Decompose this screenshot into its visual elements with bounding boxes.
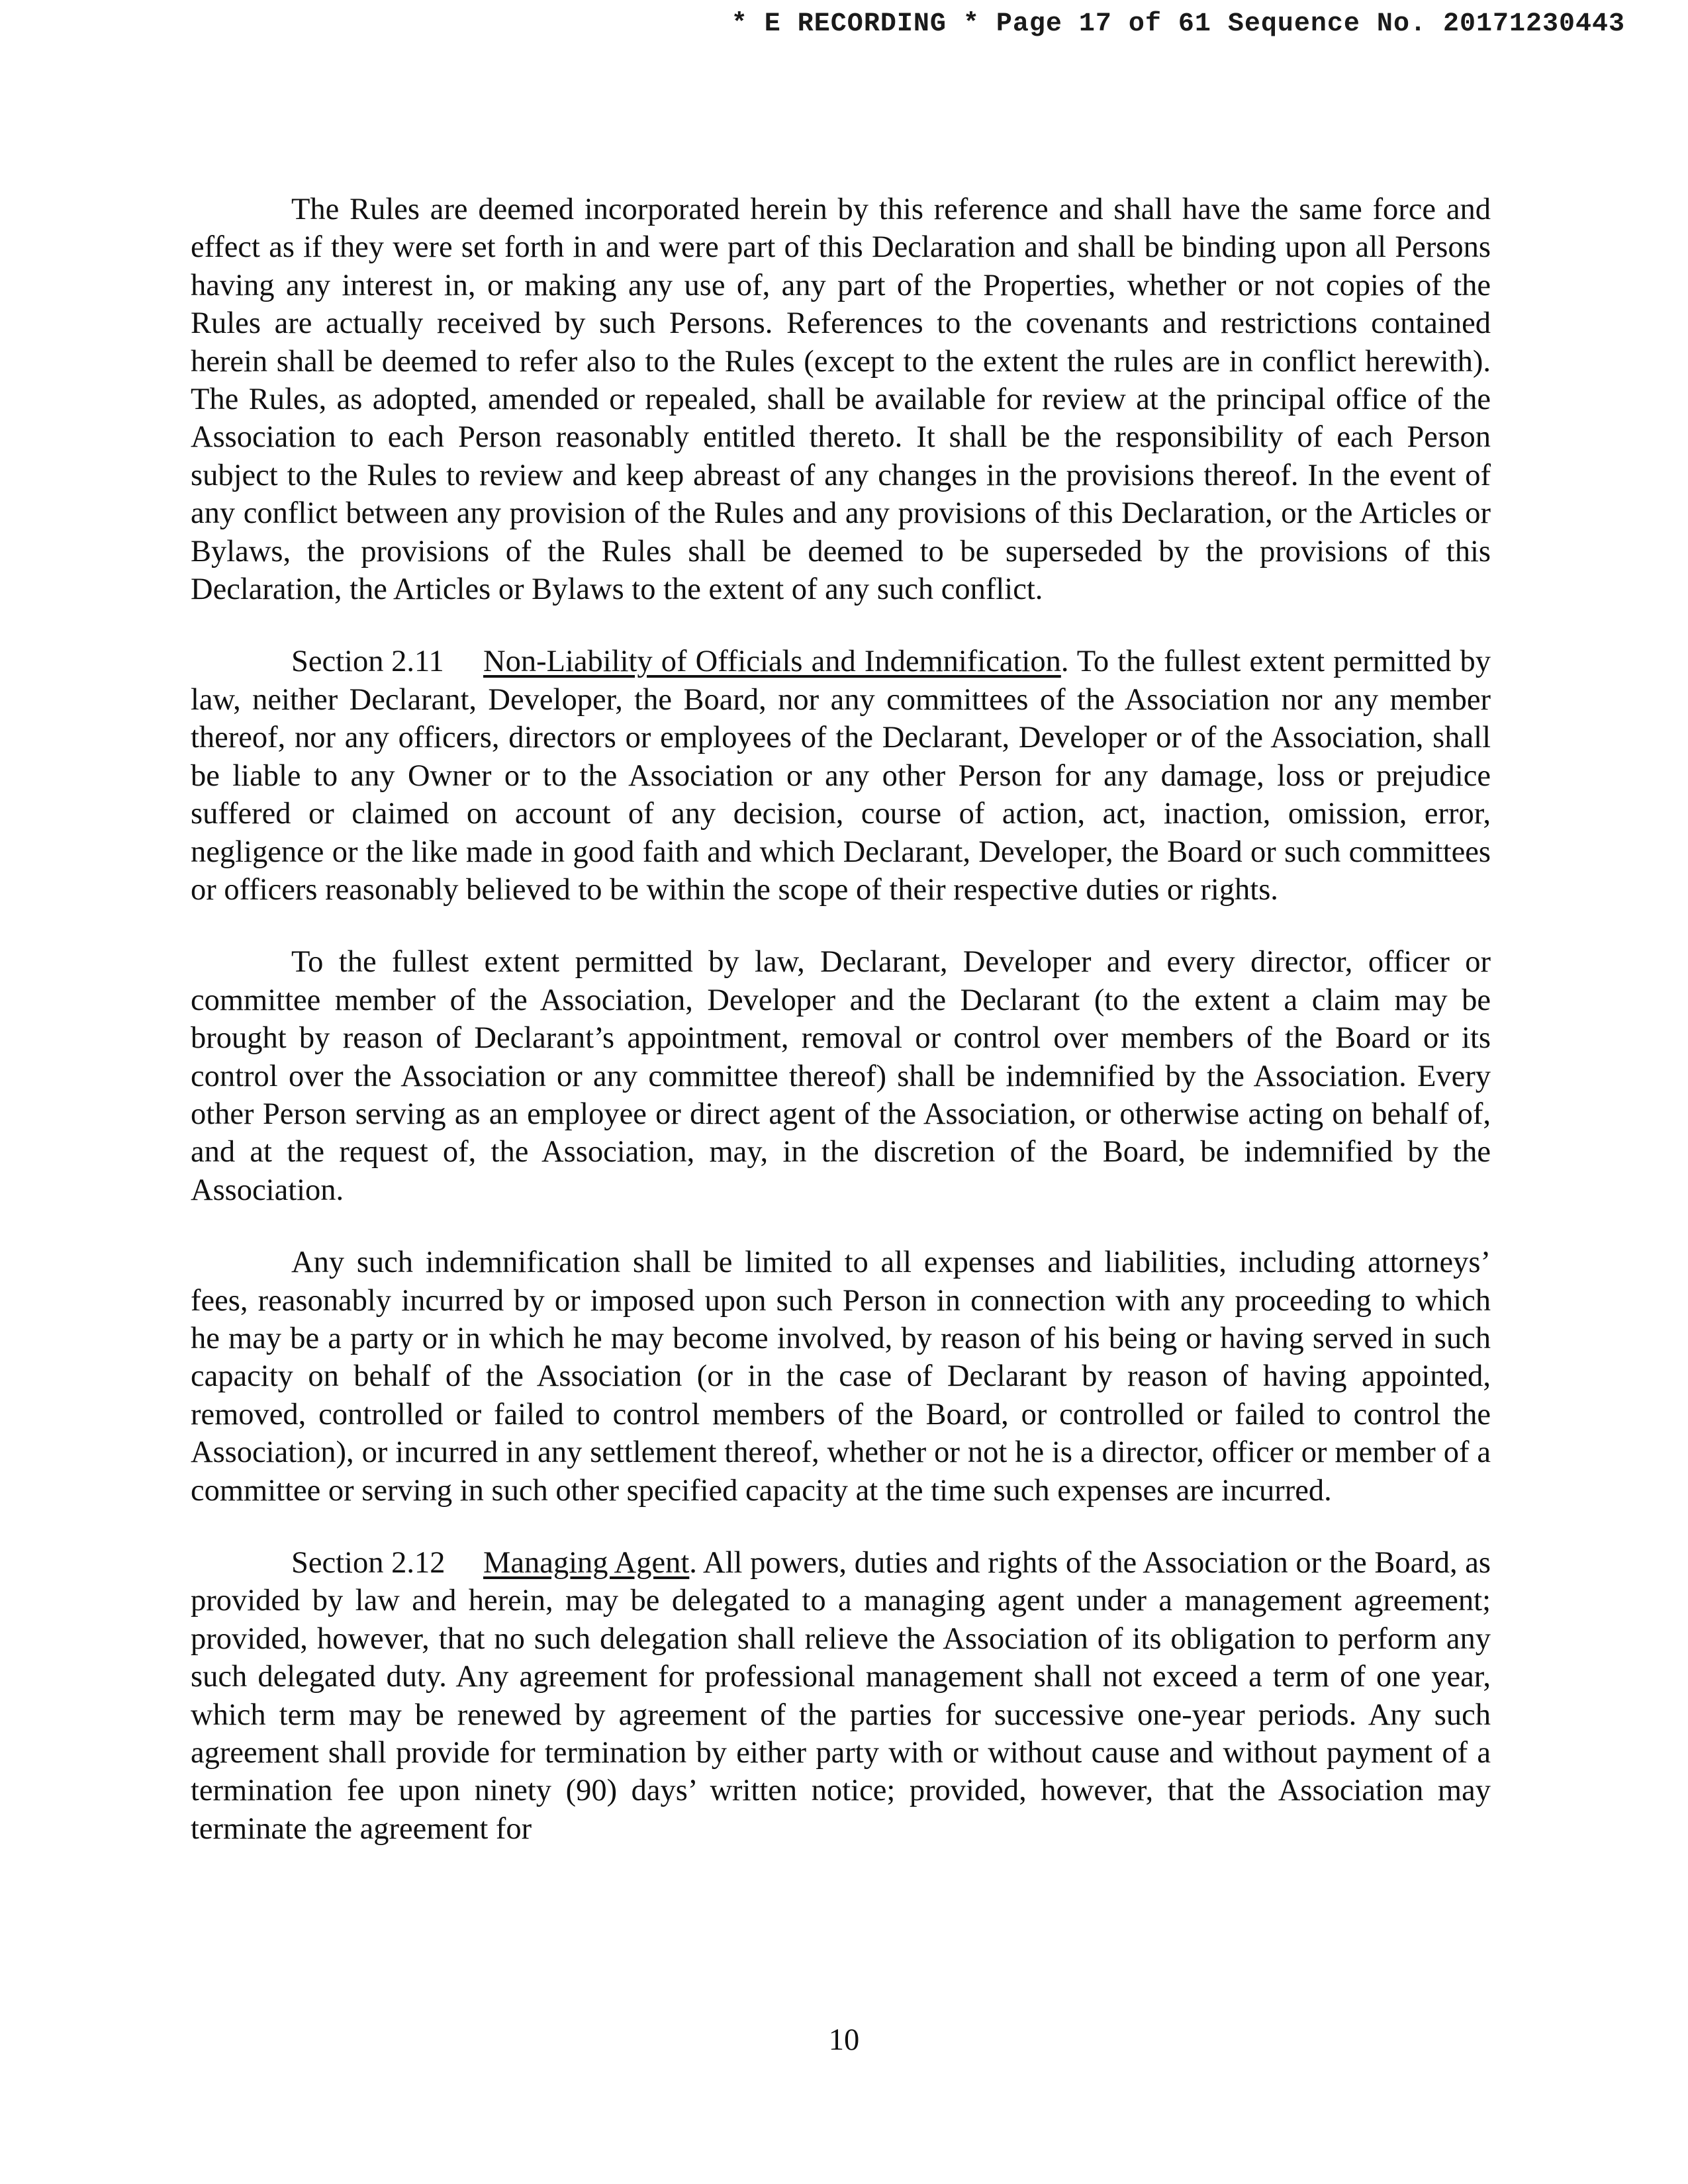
page-number: 10	[828, 2023, 860, 2057]
paragraph-gap	[191, 1209, 1491, 1244]
section-2-11-text: . To the fullest extent permitted by law, neither Declarant, Developer, the Board, nor any committees of the Association nor any member thereof, nor any officers, directors or employees of the Declarant, Developer or of the Association, shall be liable to any Owner or to the Association or any other Person for any damage, loss or prejudice suffered or claimed on account of any decision, course of action, act, inaction, omission, error, negligence or the like made in good faith and which Declarant, Developer, the Board or such committees or officers reasonably believed to be within the scope of their respective duties or rights.	[191, 645, 1491, 907]
section-2-11-number: Section 2.11	[291, 645, 444, 679]
section-2-12-number: Section 2.12	[291, 1546, 445, 1580]
paragraph-indemnification-limits: Any such indemnification shall be limited to all expenses and liabilities, including attorneys’ fees, reasonably incurred by or imposed upon such Person in connection with any proceeding to which he may be a party or in which he may become involved, by reason of his being or having served in such capacity on behalf of the Association (or in the case of Declarant by reason of having appointed, removed, controlled or failed to control members of the Board, or controlled or failed to control the Association), or incurred in any settlement thereof, whether or not he is a director, officer or member of a committee or serving in such other specified capacity at the time such expenses are incurred.	[191, 1246, 1491, 1508]
paragraph-section-2-11	[191, 643, 1491, 909]
paragraph-gap	[191, 608, 1491, 643]
paragraph-gap	[191, 909, 1491, 943]
paragraph-rules-incorporated: The Rules are deemed incorporated herein by this reference and shall have the same force and effect as if they were set forth in and were part of this Declaration and shall be binding upon all Persons having any interest in, or making any use of, any part of the Properties, whether or not copies of the Rules are actually received by such Persons. References to the covenants and restrictions contained herein shall be deemed to refer also to the Rules (except to the extent the rules are in conflict herewith). The Rules, as adopted, amended or repealed, shall be available for review at the principal office of the Association to each Person reasonably entitled thereto. It shall be the responsibility of each Person subject to the Rules to review and keep abreast of any changes in the provisions thereof. In the event of any conflict between any provision of the Rules and any provisions of this Declaration, or the Articles or Bylaws, the provisions of the Rules shall be deemed to be superseded by the provisions of this Declaration, the Articles or Bylaws to the extent of any such conflict.	[191, 193, 1491, 607]
section-2-12-text: . All powers, duties and rights of the Association or the Board, as provided by law and herein, may be delegated to a managing agent under a management agreement; provided, however, that no such delegation shall relieve the Association of its obligation to perform any such delegated duty. Any agreement for professional management shall not exceed a term of one year, which term may be renewed by agreement of the parties for successive one-year periods. Any such agreement shall provide for termination by either party with or without cause and without payment of a termination fee upon ninety (90) days’ written notice; provided, however, that the Association may terminate the agreement for	[191, 1546, 1491, 1846]
section-2-11-title: Non-Liability of Officials and Indemnification	[483, 645, 1061, 679]
recording-header-stamp: * E RECORDING * Page 17 of 61 Sequence No. 20171230443	[731, 9, 1625, 39]
document-body	[191, 191, 1491, 1848]
paragraph-indemnification: To the fullest extent permitted by law, Declarant, Developer and every director, officer or committee member of the Association, Developer and the Declarant (to the extent a claim may be brought by reason of Declarant’s appointment, removal or control over members of the Board or its control over the Association or any committee thereof) shall be indemnified by the Association. Every other Person serving as an employee or direct agent of the Association, or otherwise acting on behalf of, and at the request of, the Association, may, in the discretion of the Board, be indemnified by the Association.	[191, 945, 1491, 1207]
paragraph-section-2-12	[191, 1544, 1491, 1848]
section-2-12-title: Managing Agent	[483, 1546, 690, 1580]
paragraph-gap	[191, 1510, 1491, 1544]
